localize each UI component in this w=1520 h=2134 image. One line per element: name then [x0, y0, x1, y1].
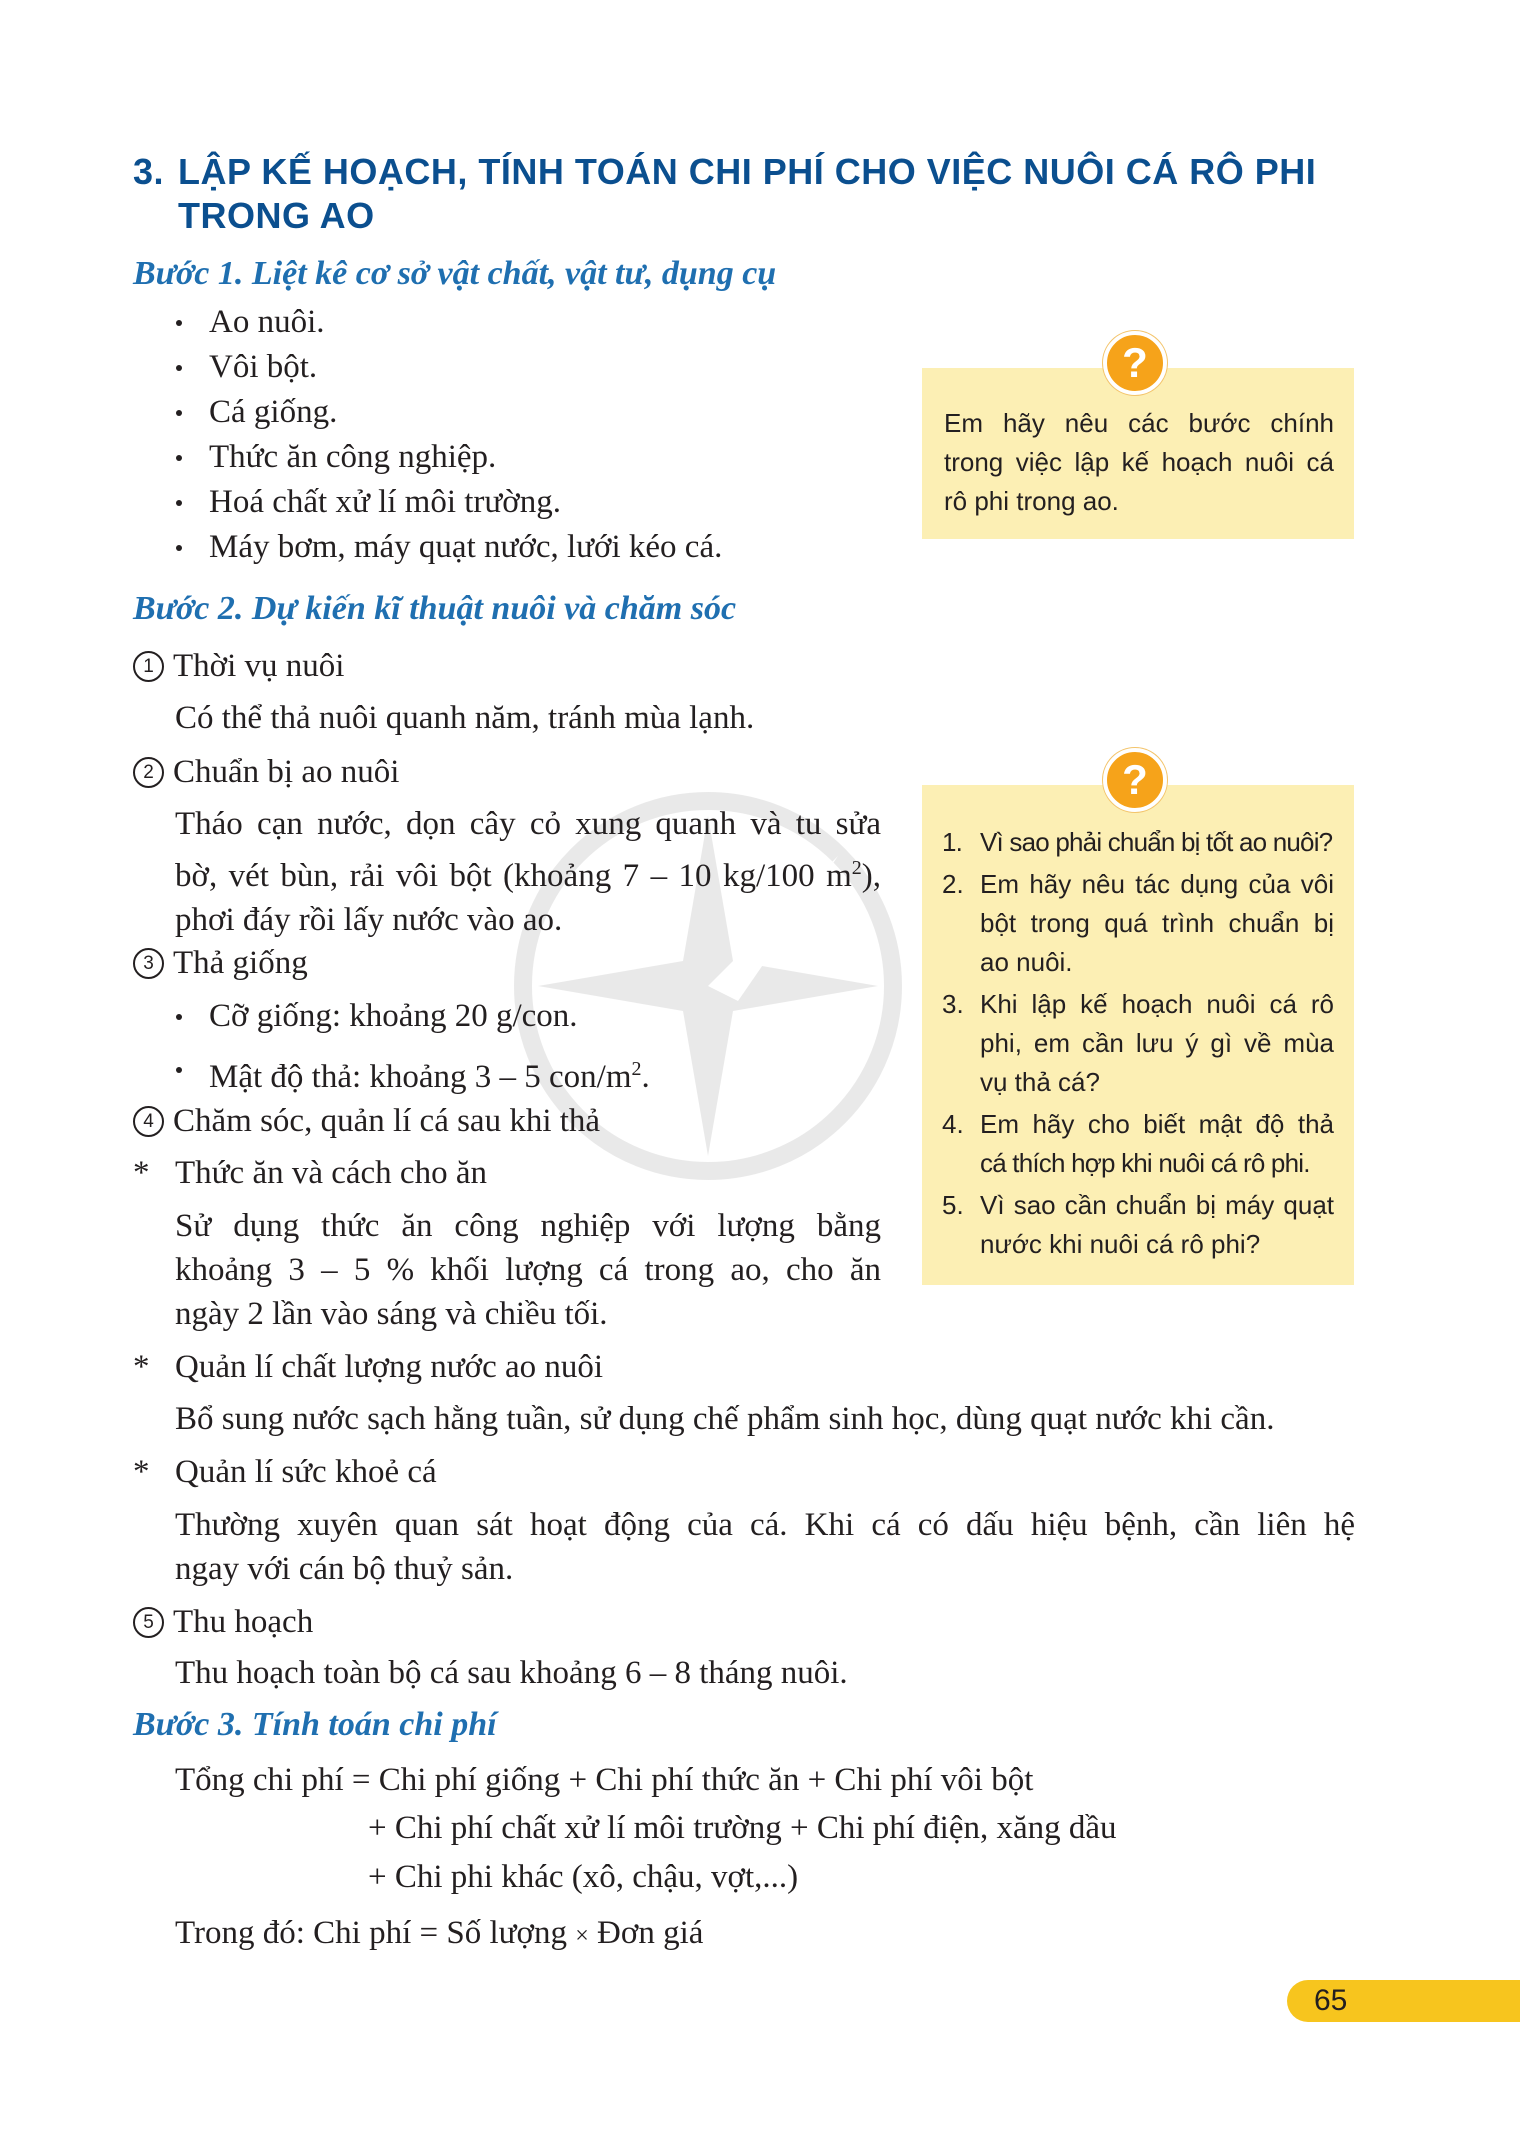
text-line: phơi đáy rồi lấy nước vào ao. — [175, 902, 563, 938]
feed-heading — [133, 1151, 487, 1195]
list-item: Ao nuôi. — [172, 300, 722, 345]
sub-heading-text: Chăm sóc, quản lí cá sau khi thả — [173, 1103, 601, 1139]
question-box-1-text — [944, 404, 1334, 521]
question-list — [942, 823, 1334, 1264]
star-marker: * — [133, 1454, 150, 1490]
text-span: ), — [861, 858, 881, 894]
sub-heading-2 — [133, 750, 399, 794]
list-item — [942, 1186, 1334, 1264]
sub-heading-3 — [133, 941, 308, 985]
number-circle: 3 — [133, 948, 164, 979]
number-circle: 5 — [133, 1607, 164, 1638]
question-line: rô phi trong ao. — [944, 486, 1119, 516]
list-item — [942, 823, 1334, 862]
section-title-line2: TRONG AO — [178, 195, 375, 236]
question-line: nước khi nuôi cá rô phi? — [980, 1229, 1261, 1259]
question-line: Em hãy nêu tác dụng của vôi — [980, 869, 1334, 899]
text-span: . — [641, 1059, 650, 1095]
question-line: bột trong quá trình chuẩn bị — [980, 908, 1334, 938]
question-number: 2. — [942, 869, 964, 899]
question-icon: ? — [1103, 331, 1167, 395]
page-number-tab — [1287, 1980, 1520, 2022]
number-circle: 4 — [133, 1106, 164, 1137]
list-item — [172, 1047, 650, 1095]
question-number: 4. — [942, 1109, 964, 1139]
formula-line-3: + Chi phi khác (xô, chậu, vợt,...) — [368, 1859, 799, 1895]
health-paragraph — [175, 1503, 1355, 1591]
star-marker: * — [133, 1155, 150, 1191]
text-line: Tháo cạn nước, dọn cây cỏ xung quanh và tu sửa — [175, 806, 881, 842]
text-span: Mật độ thả: khoảng 3 – 5 con/m — [209, 1059, 632, 1095]
superscript: 2 — [631, 1058, 642, 1080]
feed-title: Thức ăn và cách cho ăn — [175, 1155, 487, 1191]
health-title: Quản lí sức khoẻ cá — [175, 1454, 437, 1490]
text-line: ngày 2 lần vào sáng và chiều tối. — [175, 1296, 608, 1332]
list-item: Vôi bột. — [172, 345, 722, 390]
step2-title: Bước 2. Dự kiến kĩ thuật nuôi và chăm sóc — [133, 590, 737, 627]
times-sign: × — [575, 1923, 589, 1949]
sub-heading-1 — [133, 644, 344, 688]
list-item: Cá giống. — [172, 390, 722, 435]
feed-paragraph — [175, 1204, 881, 1336]
formula-line-4 — [175, 1911, 703, 1958]
step1-list — [172, 300, 722, 570]
text-line: Sử dụng thức ăn công nghiệp với lượng bằng — [175, 1208, 881, 1244]
text-span: Trong đó: Chi phí = Số lượng — [175, 1915, 576, 1951]
question-line: ao nuôi. — [980, 947, 1073, 977]
question-number: 5. — [942, 1190, 964, 1220]
health-heading — [133, 1450, 437, 1494]
sub-heading-text: Thời vụ nuôi — [173, 648, 345, 684]
question-line: cá thích hợp khi nuôi cá rô phi. — [980, 1148, 1310, 1178]
question-line: Em hãy nêu các bước chính — [944, 408, 1334, 438]
question-line: Em hãy cho biết mật độ thả — [980, 1109, 1334, 1139]
water-text: Bổ sung nước sạch hằng tuần, sử dụng chế phẩm sinh học, dùng quạt nước khi cần. — [175, 1401, 1275, 1437]
superscript: 2 — [851, 857, 862, 879]
text-span: Đơn giá — [588, 1915, 704, 1951]
sub1-text: Có thể thả nuôi quanh năm, tránh mùa lạnh. — [175, 700, 755, 736]
sub3-list — [172, 994, 650, 1095]
text-line: ngay với cán bộ thuỷ sản. — [175, 1551, 514, 1587]
sub-heading-4 — [133, 1099, 600, 1143]
text-line: khoảng 3 – 5 % khối lượng cá trong ao, cho ăn — [175, 1252, 881, 1288]
question-line: Vì sao cần chuẩn bị máy quạt — [980, 1190, 1334, 1220]
question-line: Vì sao phải chuẩn bị tốt ao nuôi? — [980, 827, 1333, 857]
sub-heading-text: Thu hoạch — [173, 1604, 314, 1640]
question-line: vụ thả cá? — [980, 1067, 1100, 1097]
sub-heading-5 — [133, 1600, 313, 1644]
sub-heading-text: Thả giống — [173, 945, 308, 981]
step1-title: Bước 1. Liệt kê cơ sở vật chất, vật tư, dụng cụ — [133, 255, 777, 292]
formula-line-2: + Chi phí chất xử lí môi trường + Chi phí điện, xăng dầu — [368, 1810, 1117, 1846]
formula-line-1: Tổng chi phí = Chi phí giống + Chi phí thức ăn + Chi phí vôi bột — [175, 1762, 1034, 1798]
question-box-2 — [922, 785, 1354, 1285]
step3-title: Bước 3. Tính toán chi phí — [133, 1706, 497, 1743]
section-number: 3. — [133, 151, 165, 192]
question-number: 3. — [942, 989, 964, 1019]
sub-heading-text: Chuẩn bị ao nuôi — [173, 754, 400, 790]
question-line: phi, em cần lưu ý gì về mùa — [980, 1028, 1334, 1058]
list-item: Hoá chất xử lí môi trường. — [172, 480, 722, 525]
list-item: Cỡ giống: khoảng 20 g/con. — [172, 994, 650, 1047]
section-heading — [133, 150, 1363, 238]
list-item — [942, 1105, 1334, 1183]
number-circle: 2 — [133, 757, 164, 788]
sub5-text: Thu hoạch toàn bộ cá sau khoảng 6 – 8 tháng nuôi. — [175, 1655, 848, 1691]
list-item: Máy bơm, máy quạt nước, lưới kéo cá. — [172, 525, 722, 570]
question-icon: ? — [1103, 748, 1167, 812]
list-item — [942, 865, 1334, 982]
question-line: trong việc lập kế hoạch nuôi cá — [944, 447, 1334, 477]
page-number: 65 — [1314, 1984, 1348, 2017]
number-circle: 1 — [133, 651, 164, 682]
list-item — [942, 985, 1334, 1102]
list-item: Thức ăn công nghiệp. — [172, 435, 722, 480]
star-marker: * — [133, 1349, 150, 1385]
question-line: Khi lập kế hoạch nuôi cá rô — [980, 989, 1334, 1019]
text-span: bờ, vét bùn, rải vôi bột (khoảng 7 – 10 kg/100 m — [175, 858, 852, 894]
water-title: Quản lí chất lượng nước ao nuôi — [175, 1349, 604, 1385]
text-line: Thường xuyên quan sát hoạt động của cá. Khi cá có dấu hiệu bệnh, cần liên hệ — [175, 1507, 1355, 1543]
water-heading — [133, 1345, 603, 1389]
sub2-paragraph — [175, 802, 881, 942]
text-line — [175, 846, 881, 898]
section-title-line1: LẬP KẾ HOẠCH, TÍNH TOÁN CHI PHÍ CHO VIỆC NUÔI CÁ RÔ PHI — [178, 151, 1317, 192]
question-number: 1. — [942, 827, 963, 857]
